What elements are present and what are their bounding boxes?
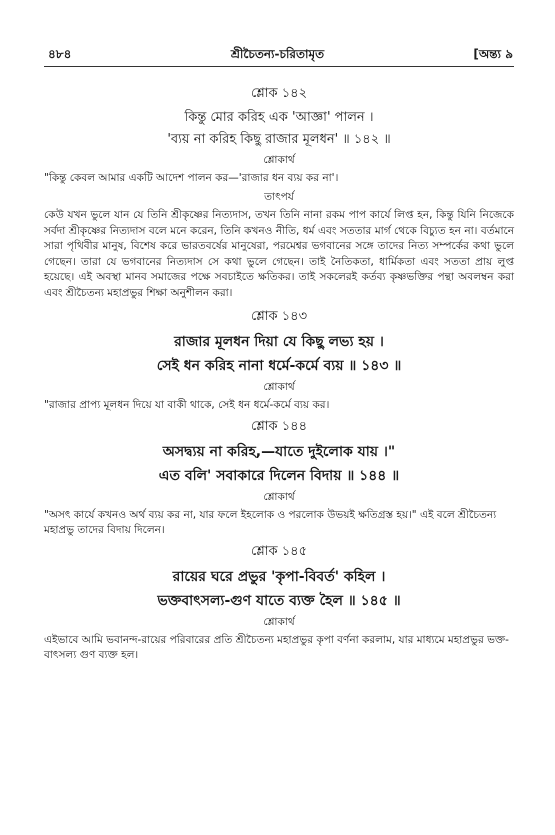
chapter-marker: [অন্ত্য ৯ [473, 47, 513, 61]
verse-line: সেই ধন করিহ নানা ধর্মে-কর্মে ব্যয় ॥ ১৪৩ ॥ [156, 358, 402, 374]
sloka-143 [44, 307, 514, 413]
translation-text: "রাজার প্রাপ্য মূলধন দিয়ে যা বাকী থাকে, সেই ধন ধর্মে-কর্মে ব্যয় কর। [44, 399, 330, 411]
verse-line: 'ব্যয় না করিহ কিছু রাজার মূলধন' ॥ ১৪২ ॥ [167, 132, 391, 147]
running-title: শ্রীচৈতন্য-চরিতামৃত [230, 47, 325, 61]
verse-line: রায়ের ঘরে প্রভুর 'কৃপা-বিবর্ত' কহিল । [172, 569, 386, 585]
purport-label: তাৎপর্য [264, 191, 294, 203]
translation-label: শ্লোকার্থ [263, 616, 295, 628]
verse-line: এত বলি' সবাকারে দিলেন বিদায় ॥ ১৪৪ ॥ [158, 468, 400, 484]
verse-line: অসদ্ব্যয় না করিহ,—যাতে দুইলোক যায় ।" [162, 444, 396, 460]
header-rule [44, 66, 514, 67]
translation-text: "কিন্তু কেবল আমার একটি আদেশ পালন কর—'রাজার ধন ব্যয় কর না'। [44, 172, 339, 184]
sloka-145 [44, 542, 514, 663]
verse-line: রাজার মূলধন দিয়া যে কিছু লভ্য হয় । [174, 334, 384, 350]
page-number: ৪৮৪ [48, 47, 72, 61]
translation-label: শ্লোকার্থ [263, 381, 295, 393]
page-content [44, 82, 514, 667]
sloka-heading: শ্লোক ১৪২ [250, 86, 308, 101]
translation-text: "অসৎ কার্যে কখনও অর্থ ব্যয় কর না, যার ফলে ইহলোক ও পরলোক উভয়ই ক্ষতিগ্রস্ত হয়।" এই বলে শ্রীচৈতন্য মহাপ্রভু তাদের বিদায় দিলেন। [44, 509, 497, 536]
sloka-144 [44, 417, 514, 538]
translation-label: শ্লোকার্থ [263, 154, 295, 166]
sloka-heading: শ্লোক ১৪৩ [250, 309, 308, 324]
verse-line: কিন্তু মোর করিহ এক 'আজ্ঞা' পালন । [184, 110, 374, 125]
purport-text: কেউ যখন ভুলে যান যে তিনি শ্রীকৃষ্ণের নিত্যদাস, তখন তিনি নানা রকম পাপ কার্যে লিপ্ত হন, কিন্তু যিনি নিজেকে সর্বদা শ্রীকৃষ্ণের নিত্যদাস বলে মনে করেন, তিনি কখনও নীতি, ধর্ম এবং সততার মার্গ থেকে বিচ্যুত হন না। বর্তমানে সারা পৃথিবীর মানুষ, বিশেষ করে ভারতবর্ষের মানুষেরা, পরমেশ্বর ভগবানের সঙ্গে তাদের নিত্য সম্পর্কের কথা ভুলে গেছেন। তারা যে ভগবানের নিত্যদাস সে কথা ভুলে গেছেন। তাই নৈতিকতা, ধার্মিকতা এবং সততা প্রায় লুপ্ত হয়েছে। এই অবস্থা মানব সমাজের পক্ষে সবচাইতে ক্ষতিকর। তাই সকলেরই কর্তব্য কৃষ্ণভক্তির পন্থা অবলম্বন করা এবং শ্রীচৈতন্য মহাপ্রভুর শিক্ষা অনুশীলন করা। [44, 209, 514, 299]
translation-text: এইভাবে আমি ভবানন্দ-রায়ের পরিবারের প্রতি শ্রীচৈতন্য মহাপ্রভুর কৃপা বর্ণনা করলাম, যার মাধ্যমে মহাপ্রভুর ভক্ত-বাৎসল্য গুণ ব্যক্ত হল। [44, 634, 509, 661]
page-header [0, 46, 555, 68]
verse-line: ভক্তবাৎসল্য-গুণ যাতে ব্যক্ত হৈল ॥ ১৪৫ ॥ [157, 593, 401, 609]
sloka-heading: শ্লোক ১৪৪ [250, 419, 308, 434]
translation-label: শ্লোকার্থ [263, 491, 295, 503]
sloka-heading: শ্লোক ১৪৫ [250, 544, 308, 559]
sloka-142 [44, 84, 514, 301]
